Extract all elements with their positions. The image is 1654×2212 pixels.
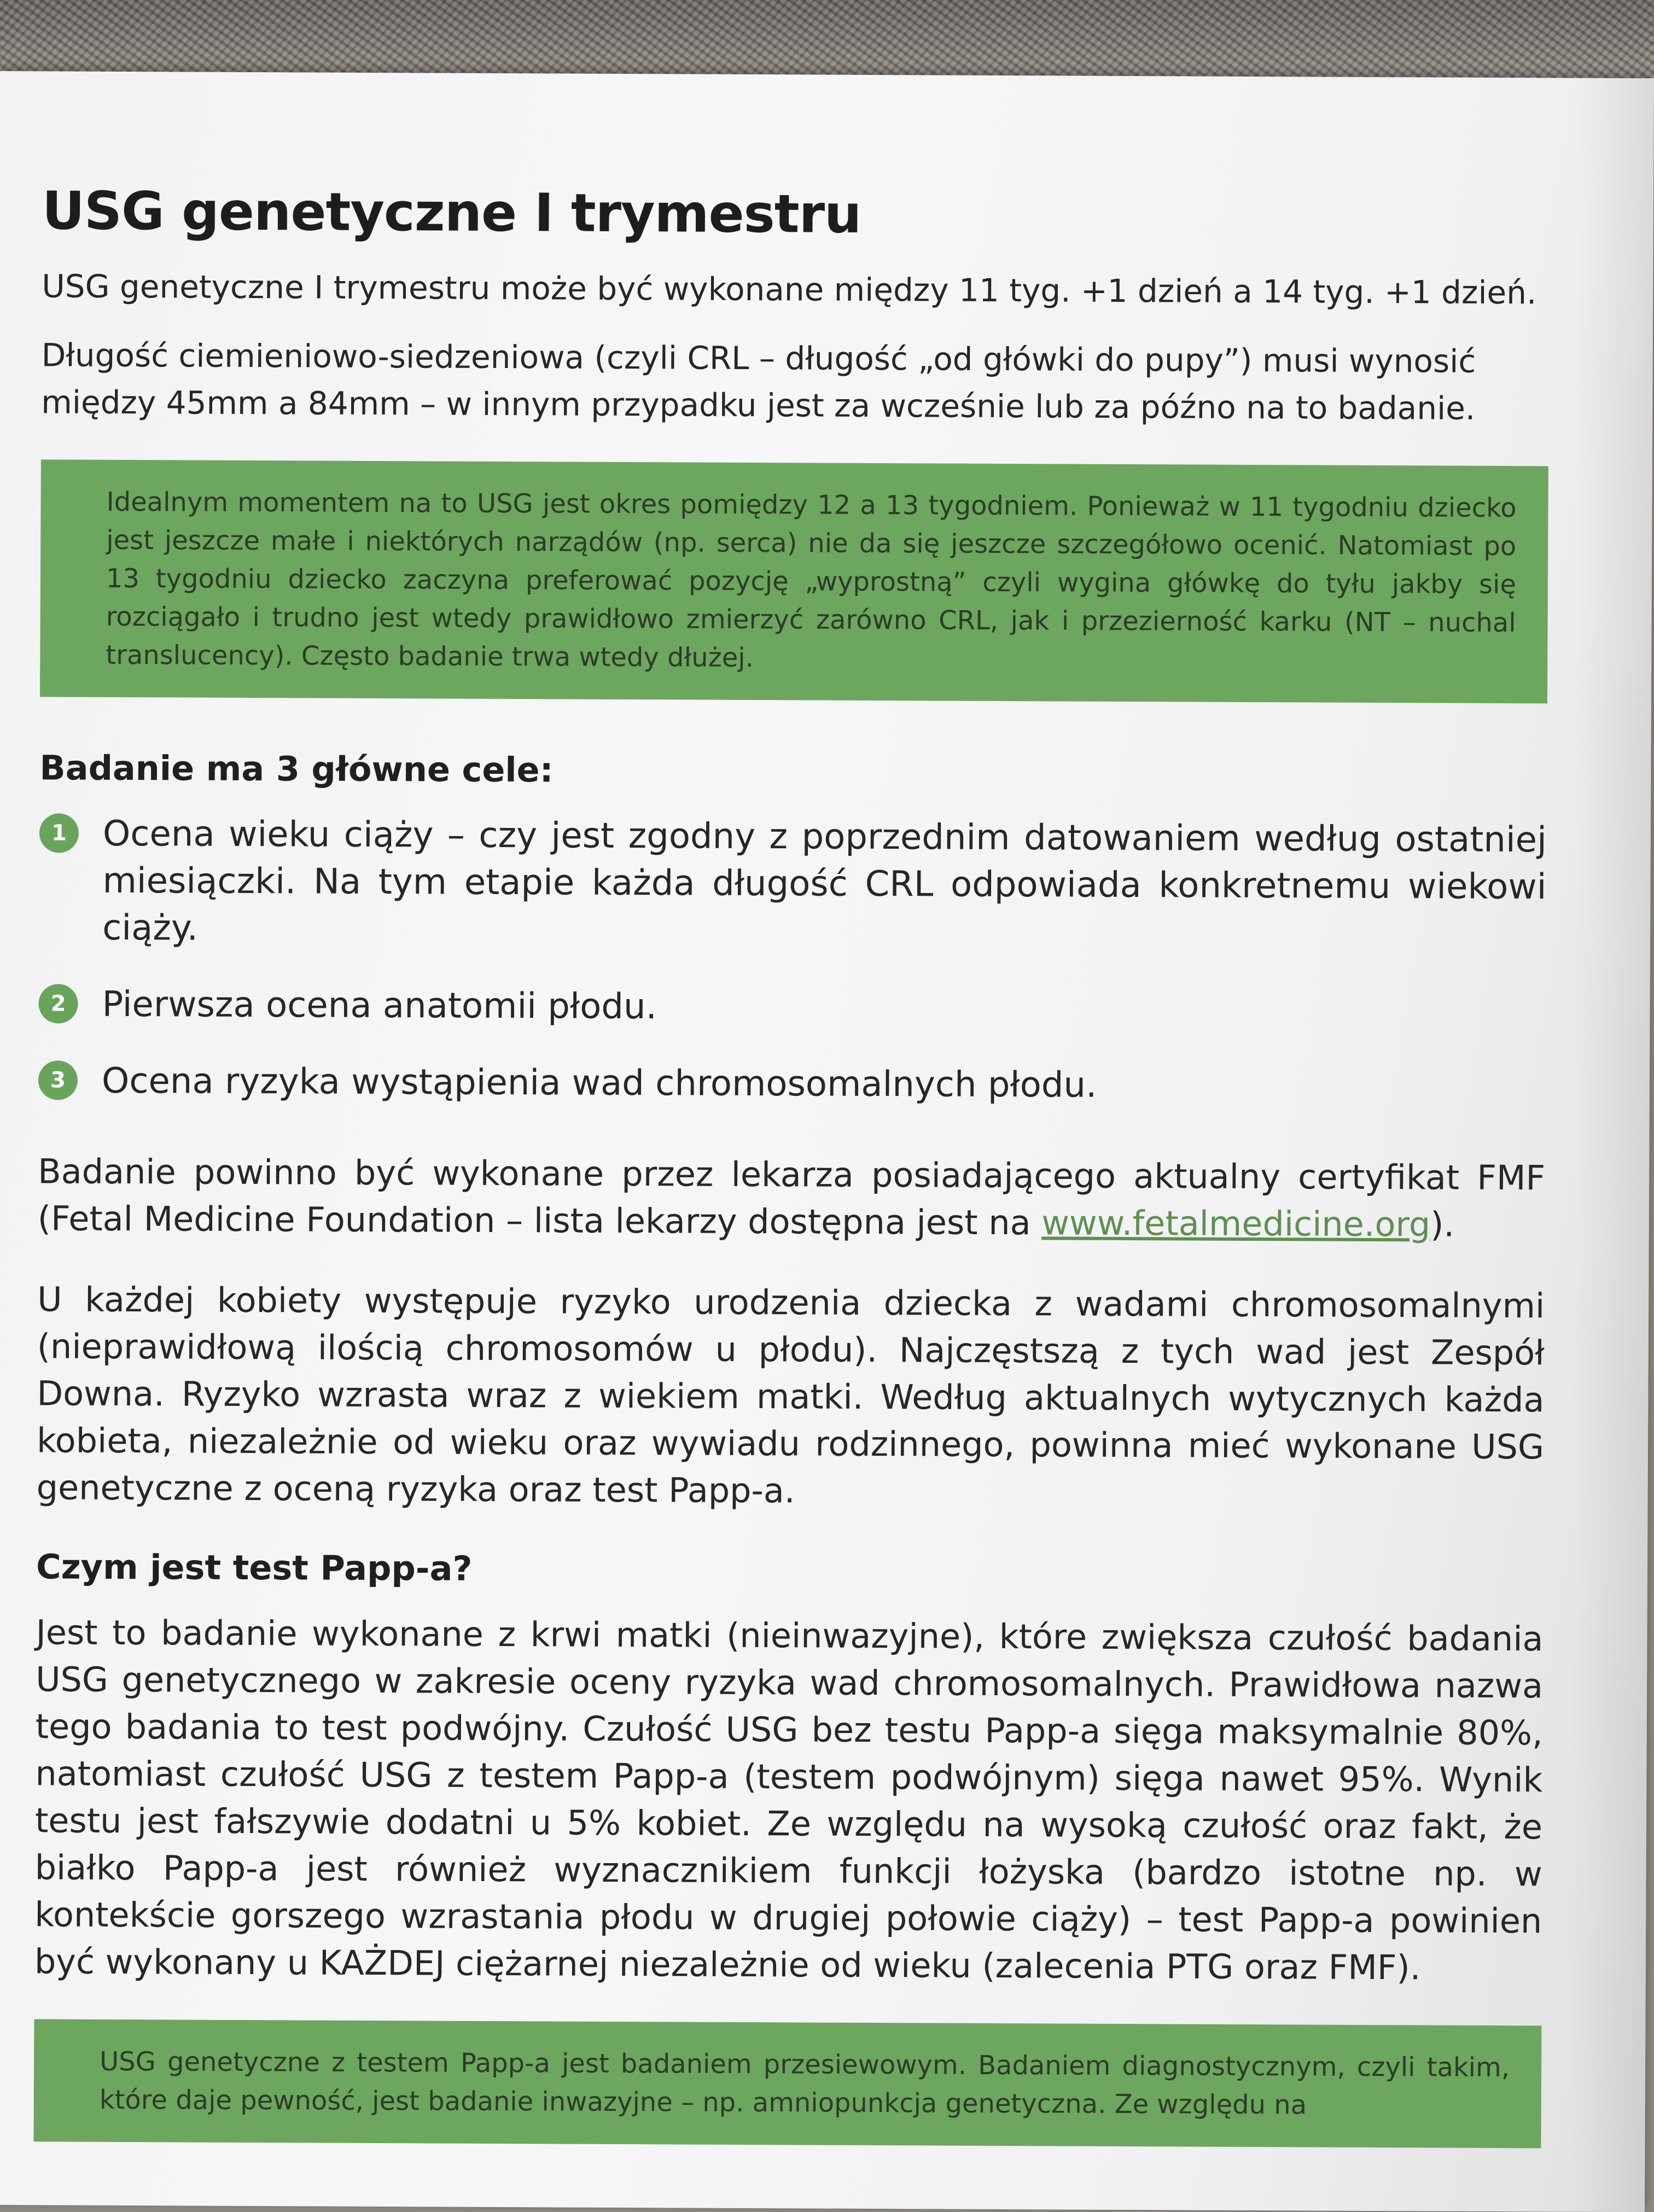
papp-heading: Czym jest test Papp-a? (36, 1546, 473, 1589)
goal-item (38, 1057, 1546, 1111)
risk-paragraph: U każdej kobiety występuje ryzyko urodzenia dziecka z wadami chromosomalnymi (nieprawidłową ilością chromosomów u płodu). Najczęstszą z tych wad jest Zespół Downa. Ryzyko wzrasta wraz z wiekiem matki. Według aktualnych wytycznych każda kobieta, niezależnie od wieku oraz wywiadu rodzinnego, powinna mieć wykonane USG genetyczne z oceną ryzyka oraz test Papp-a. (36, 1279, 1545, 1511)
fmf-text-before: Badanie powinno być wykonane przez lekarza posiadającego aktualny certyfikat FMF (Fetal Medicine Foundation – lista lekarzy dostępna jest na (37, 1151, 1546, 1243)
fmf-paragraph (38, 1148, 1546, 1248)
fmf-text-after: ). (1430, 1204, 1455, 1245)
crl-paragraph: Długość ciemieniowo-siedzeniowa (czyli CRL – długość „od główki do pupy”) musi wynosić między 45mm a 84mm – w innym przypadku jest za wcześnie lub za późno na to badanie. (41, 336, 1476, 428)
papp-paragraph: Jest to badanie wykonane z krwi matki (nieinwazyjne), które zwiększa czułość badania USG genetycznego w zakresie oceny ryzyka wad chromosomalnych. Prawidłowa nazwa tego badania to test podwójny. Czułość USG bez testu Papp-a sięga maksymalnie 80%, natomiast czułość USG z testem Papp-a (testem podwójnym) sięga nawet 95%. Wynik testu jest fałszywie dodatni u 5% kobiet. Ze względu na wysoką czułość oraz fakt, że białko Papp-a jest również wyznacznikiem funkcji łożyska (bardzo istotne np. w kontekście gorszego wzrastania płodu w drugiej połowie ciąży) – test Papp-a powinien być wykonany u KAŻDEJ ciężarnej niezależnie od wieku (zalecenia PTG oraz FMF). (34, 1612, 1544, 1987)
goals-list (38, 810, 1547, 1111)
goal-text: Ocena ryzyka wystąpienia wad chromosomalnych płodu. (101, 1060, 1097, 1106)
fetalmedicine-link[interactable]: www.fetalmedicine.org (1041, 1203, 1431, 1245)
intro-paragraph: USG genetyczne I trymestru może być wykonane między 11 tyg. +1 dzień a 14 tyg. +1 dzień. (42, 267, 1537, 312)
info-box-screening-text: USG genetyczne z testem Papp-a jest badaniem przesiewowym. Badaniem diagnostycznym, czyli takim, które daje pewność, jest badanie inwazyjne – np. amniopunkcja genetyczna. Ze względu na (99, 2046, 1510, 2121)
info-box-timing-text: Idealnym momentem na to USG jest okres pomiędzy 12 a 13 tygodniem. Ponieważ w 11 tygodniu dziecko jest jeszcze małe i niektórych narządów (np. serca) nie da się jeszcze szczegółowo ocenić. Natomiast po 13 tygodniu dziecko zaczyna preferować pozycję „wyprostną” czyli wygina główkę do tyłu jakby się rozciągało i trudno jest wtedy prawidłowo zmierzyć zarówno CRL, jak i przezierność karku (NT – nuchal translucency). Często badanie trwa wtedy dłużej. (106, 487, 1517, 674)
document-page (0, 71, 1654, 2212)
goal-number-badge: 2 (38, 984, 78, 1023)
goal-text: Pierwsza ocena anatomii płodu. (102, 984, 657, 1028)
page-title: USG genetyczne I trymestru (42, 180, 861, 245)
document-content (33, 180, 1550, 2197)
info-box-timing (40, 460, 1548, 704)
goal-item (38, 980, 1546, 1034)
goal-text: Ocena wieku ciąży – czy jest zgodny z poprzednim datowaniem według ostatniej miesiączki. Na tym etapie każda długość CRL odpowiada konkretnemu wiekowi ciąży. (102, 813, 1547, 949)
goals-heading: Badanie ma 3 główne cele: (39, 748, 554, 790)
goal-number-badge: 3 (38, 1060, 78, 1100)
goal-number-badge: 1 (39, 813, 79, 853)
goal-item (39, 810, 1547, 958)
info-box-screening (33, 2019, 1541, 2148)
